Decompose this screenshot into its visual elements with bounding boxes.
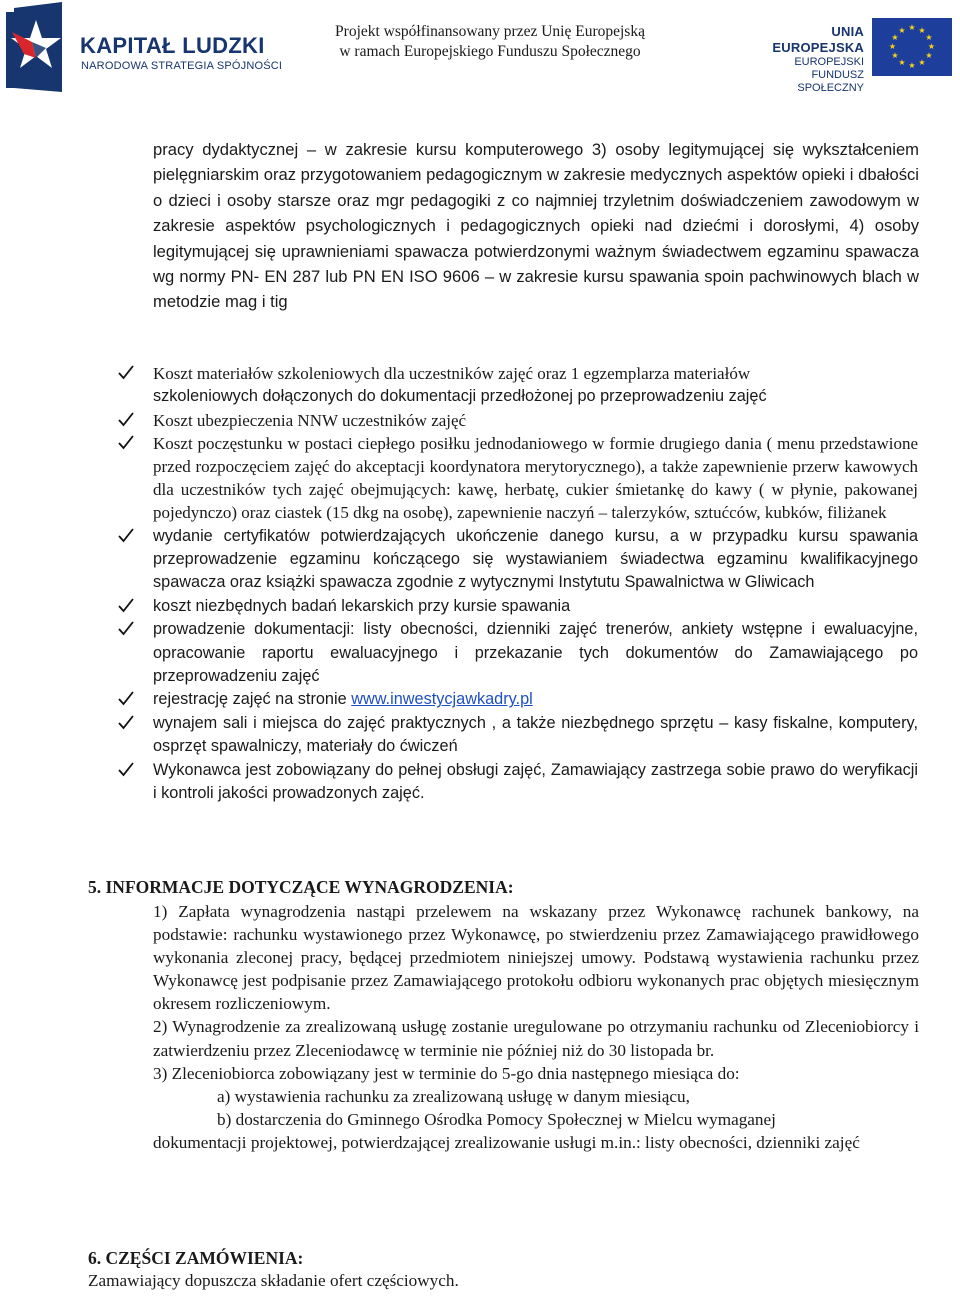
cost-checklist — [118, 362, 918, 806]
checkmark-icon — [118, 411, 134, 427]
svg-text:★: ★ — [898, 58, 906, 67]
item-text: Wykonawca jest zobowiązany do pełnej obsługi zajęć, Zamawiający zastrzega sobie prawo do weryfikacji i kontroli jakości prowadzonych zajęć. — [153, 760, 918, 803]
svg-text:★: ★ — [891, 33, 899, 42]
checkmark-icon — [118, 761, 134, 777]
eu-label-line-1: UNIA EUROPEJSKA — [772, 24, 864, 55]
item-text: rejestrację zajęć na stronie — [153, 690, 352, 709]
checkmark-icon — [118, 527, 134, 543]
eu-flag-icon — [872, 18, 952, 76]
list-item — [118, 525, 918, 595]
project-line-2: w ramach Europejskiego Funduszu Społecznego — [339, 43, 641, 60]
checkmark-icon — [118, 597, 134, 613]
svg-text:★: ★ — [898, 26, 906, 35]
section-5-point-2: 2) Wynagrodzenie za zrealizowaną usługę zostanie uregulowane po otrzymaniu rachunku od Zleceniobiorcy i zatwierdzeniu przez Zleceniodawcę w terminie nie później niż do 30 listopada br. — [153, 1017, 919, 1060]
list-item — [118, 432, 918, 525]
svg-text:★: ★ — [908, 61, 916, 70]
list-item — [118, 595, 918, 618]
eu-fund-label — [748, 24, 864, 95]
section-5-point-3b-continuation: dokumentacji projektowej, potwierdzającej zrealizowanie usługi m.in.: listy obecności, dzienniki zajęć — [153, 1132, 860, 1152]
project-cofinanced-note — [320, 22, 660, 62]
list-item — [118, 759, 918, 806]
svg-text:★: ★ — [925, 51, 933, 60]
item-text: Koszt poczęstunku w postaci ciepłego posiłku jednodaniowego w formie drugiego dania ( menu przedstawione przed rozpoczęciem zajęć do akceptacji koordynatora merytorycznego), a także zapewnienie przerw kawowych dla uczestników tych zajęć obejmujących: kawę, herbatę, cukier śmietankę do kawy ( w płynie, pakowanej pojedynczo) oraz ciastek (15 dkg na osobę), zapewnienie naczyń – talerzyków, sztućców, kubków, filiżanek — [153, 433, 918, 523]
svg-text:★: ★ — [918, 26, 926, 35]
item-text: prowadzenie dokumentacji: listy obecności, dzienniki zajęć trenerów, ankiety wstępne i ewaluacyjne, opracowanie raportu ewaluacyjnego i przekazanie tych dokumentów do Zamawiającego po przeprowadzeniu zajęć — [153, 620, 918, 686]
svg-text:★: ★ — [891, 51, 899, 60]
section-5-point-3a: a) wystawienia rachunku za zrealizowaną usługę w danym miesiącu, — [217, 1086, 690, 1106]
list-item — [118, 712, 918, 759]
kapital-ludzki-star-logo — [6, 2, 66, 92]
item-text: wydanie certyfikatów potwierdzających ukończenie danego kursu, a w przypadku kursu spawania przeprowadzenie egzaminu kończącego się wystawianiem świadectwa egzaminu kwalifikacyjnego spawacza oraz książki spawacza zgodnie z wytycznymi Instytutu Spawalnictwa w Gliwicach — [153, 526, 918, 592]
section-5-heading: 5. INFORMACJE DOTYCZĄCE WYNAGRODZENIA: — [88, 877, 514, 897]
section-6-heading: 6. CZĘŚCI ZAMÓWIENIA: — [88, 1248, 304, 1268]
project-line-1: Projekt współfinansowany przez Unię Europejską — [335, 23, 645, 40]
intro-paragraph: pracy dydaktycznej – w zakresie kursu komputerowego 3) osoby legitymującej się wykształceniem pielęgniarskim oraz przygotowaniem pedagogicznym w zakresie medycznych aspektów opieki i dbałości o dzieci i osoby starsze oraz mgr pedagogiki z co najmniej trzyletnim doświadczeniem zawodowym w zakresie aspektów psychologicznych i pedagogicznych opieki nad dziećmi i dorosłymi, 4) osoby legitymującej się uprawnieniami spawacza potwierdzonymi ważnym świadectwem egzaminu spawacza wg normy PN- EN 287 lub PN EN ISO 9606 – w zakresie kursu spawania spoin pachwinowych blach w metodzie mag i tig — [153, 140, 919, 312]
section-5-point-1: 1) Zapłata wynagrodzenia nastąpi przelewem na wskazany przez Wykonawcę rachunek bankowy, na podstawie: rachunku wystawionego przez Wykonawcę, po stwierdzeniu przez Zamawiającego prawidłowego wykonania zleconej pracy, będącej przedmiotem niniejszej umowy. Podstawą wystawienia rachunku przez Wykonawcę jest podpisanie przez Zamawiającego protokołu odbioru wykonanych prac objętych miesięcznym okresem rozliczeniowym. — [153, 902, 919, 1014]
item-text: koszt niezbędnych badań lekarskich przy kursie spawania — [153, 596, 571, 615]
svg-text:★: ★ — [925, 33, 933, 42]
item-text-continuation: szkoleniowych dołączonych do dokumentacji przedłożonej po przeprowadzeniu zajęć — [153, 387, 767, 406]
item-text: Koszt ubezpieczenia NNW uczestników zajęć — [153, 410, 467, 430]
kapital-ludzki-subtitle: NARODOWA STRATEGIA SPÓJNOŚCI — [81, 60, 283, 72]
svg-text:★: ★ — [888, 42, 897, 51]
checkmark-icon — [118, 714, 134, 730]
list-item — [118, 409, 918, 432]
svg-text:★: ★ — [918, 58, 926, 67]
section-6-text: Zamawiający dopuszcza składanie ofert częściowych. — [88, 1271, 459, 1290]
kapital-ludzki-title: KAPITAŁ LUDZKI — [80, 33, 265, 58]
page-header — [0, 0, 960, 96]
section-5-point-3b: b) dostarczenia do Gminnego Ośrodka Pomocy Społecznej w Mielcu wymaganej — [217, 1109, 776, 1129]
website-link[interactable]: www.inwestycjawkadry.pl — [351, 690, 533, 709]
item-text: Koszt materiałów szkoleniowych dla uczestników zajęć oraz 1 egzemplarza materiałów — [153, 364, 751, 383]
eu-label-line-3: FUNDUSZ SPOŁECZNY — [797, 69, 864, 94]
list-item — [118, 362, 918, 409]
checkmark-icon — [118, 434, 134, 450]
item-text: wynajem sali i miejsca do zajęć praktycznych , a także niezbędnego sprzętu – kasy fiskalne, komputery, osprzęt spawalniczy, materiały do ćwiczeń — [153, 713, 918, 756]
svg-text:★: ★ — [927, 42, 936, 51]
section-5-point-3: 3) Zleceniobiorca zobowiązany jest w terminie do 5-go dnia następnego miesiąca do: — [153, 1063, 740, 1083]
section-5-body — [153, 900, 919, 1154]
svg-text:★: ★ — [908, 23, 916, 32]
list-item — [118, 688, 918, 711]
checkmark-icon — [118, 690, 134, 706]
checkmark-icon — [118, 620, 134, 636]
list-item — [118, 618, 918, 688]
checkmark-icon — [118, 364, 134, 380]
eu-label-line-2: EUROPEJSKI — [794, 56, 864, 68]
